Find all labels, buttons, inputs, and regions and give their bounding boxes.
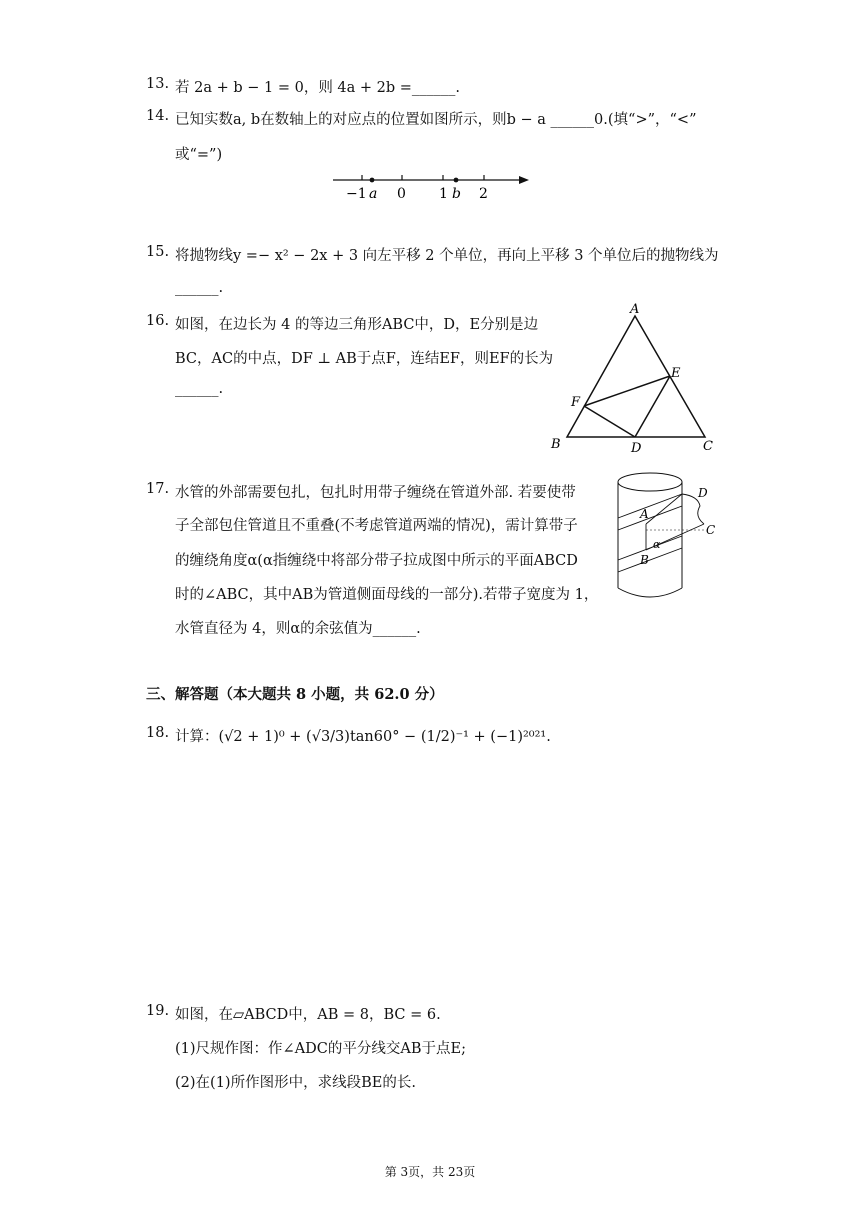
point-label: C <box>706 523 716 537</box>
tick-label: b <box>452 186 461 202</box>
question-text: 将抛物线y =− x² − 2x + 3 向左平移 2 个单位，再向上平移 3 个单位后的抛物线为 <box>175 248 719 264</box>
question-text: 水管直径为 4，则α的余弦值为______. <box>175 621 421 637</box>
tick-label: 2 <box>479 186 488 202</box>
question-text: 已知实数a, b在数轴上的对应点的位置如图所示，则b − a ______0.(填“>”，“<” <box>175 112 697 128</box>
question-number: 17. <box>146 481 170 497</box>
question-text: 水管的外部需要包扎，包扎时用带子缠绕在管道外部. 若要使带 <box>175 485 576 501</box>
question-number: 15. <box>146 244 170 260</box>
point-label: E <box>671 366 681 381</box>
question-number: 14. <box>146 108 170 124</box>
question-text: BC，AC的中点，DF ⊥ AB于点F，连结EF，则EF的长为 <box>175 351 554 367</box>
question-number: 13. <box>146 76 170 92</box>
question-number: 19. <box>146 1003 170 1019</box>
section-heading: 三、解答题（本大题共 8 小题，共 62.0 分） <box>146 686 444 703</box>
angle-label: α <box>653 538 661 551</box>
tick-label: 0 <box>397 186 406 202</box>
triangle-figure <box>545 298 725 458</box>
question-text: 或“=”) <box>175 147 223 163</box>
tick-label: a <box>369 186 378 202</box>
point-label: C <box>703 439 713 454</box>
question-text: 时的∠ABC，其中AB为管道侧面母线的一部分).若带子宽度为 1， <box>175 587 599 603</box>
question-text: 如图，在▱ABCD中，AB = 8，BC = 6. <box>175 1007 441 1023</box>
question-text: 子全部包住管道且不重叠(不考虑管道两端的情况)，需计算带子 <box>175 518 578 534</box>
question-number: 18. <box>146 725 170 741</box>
question-number: 16. <box>146 313 170 329</box>
question-text: (2)在(1)所作图形中，求线段BE的长. <box>175 1075 416 1091</box>
tick-label: 1 <box>439 186 448 202</box>
point-label: A <box>630 302 640 317</box>
point-label: D <box>631 441 642 456</box>
point-label: D <box>698 486 708 500</box>
pipe-figure <box>608 466 723 604</box>
question-text: 的缠绕角度α(α指缠绕中将部分带子拉成图中所示的平面ABCD <box>175 553 578 569</box>
question-text: ______. <box>175 280 224 296</box>
point-label: F <box>571 395 581 410</box>
question-text: 计算：(√2 + 1)⁰ + (√3/3)tan60° − (1/2)⁻¹ + (−1)²⁰²¹. <box>175 729 551 745</box>
tick-label: −1 <box>346 186 367 202</box>
point-label: B <box>551 437 561 452</box>
page-footer: 第 3页，共 23页 <box>384 1165 476 1179</box>
number-line-figure <box>325 168 535 204</box>
question-text: ______. <box>175 381 224 397</box>
question-text: (1)尺规作图：作∠ADC的平分线交AB于点E; <box>175 1041 466 1057</box>
question-text: 如图，在边长为 4 的等边三角形ABC中，D，E分别是边 <box>175 317 539 333</box>
point-label: A <box>640 507 649 521</box>
point-label: B <box>640 553 649 567</box>
question-text: 若 2a + b − 1 = 0，则 4a + 2b =______. <box>175 80 461 96</box>
